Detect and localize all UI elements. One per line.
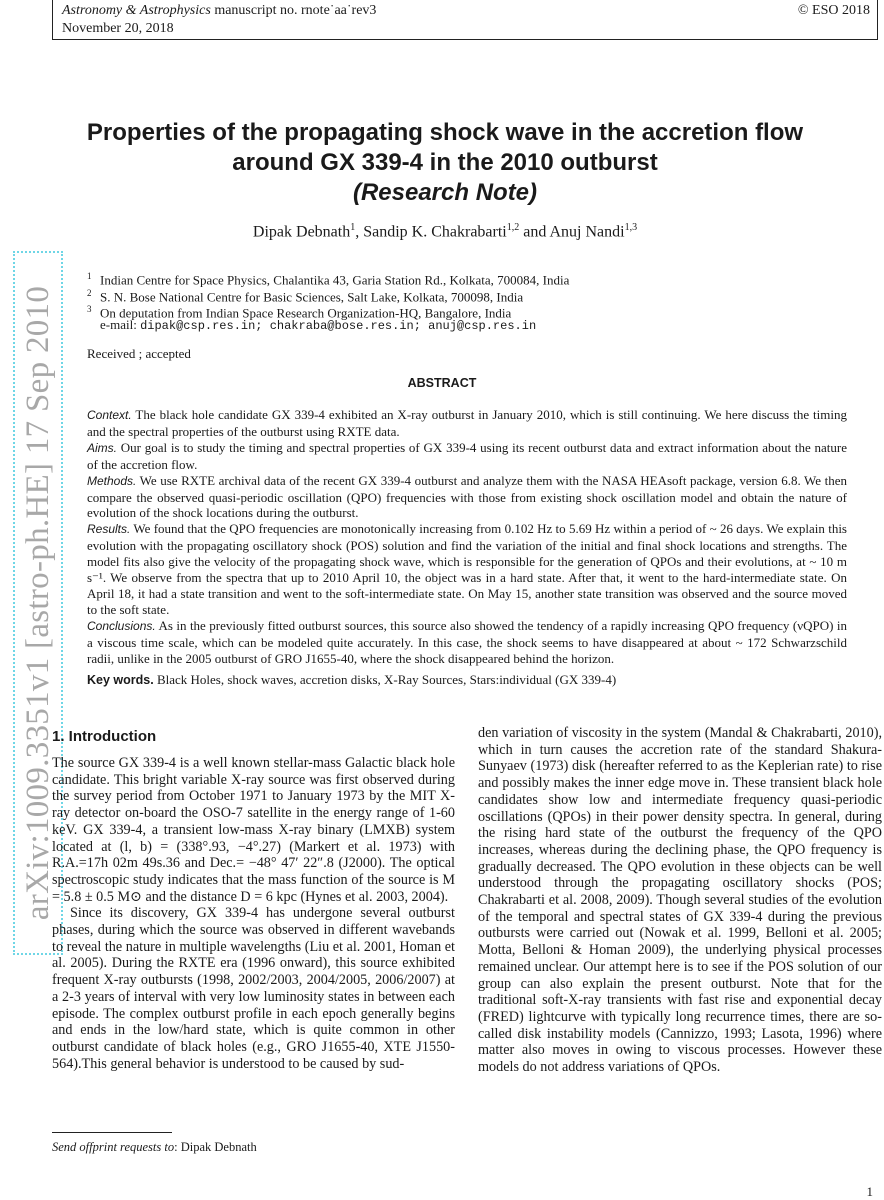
journal-line: Astronomy & Astrophysics manuscript no. rnote˙aa˙rev3: [62, 3, 377, 18]
paragraph: The source GX 339-4 is a well known stellar-mass Galactic black hole candidate. This bright variable X-ray source was first observed during the survey period from October 1971 to January 1973 by the MIT X-ray detector on-board the OSO-7 satellite in the energy range of 1-60 keV. GX 339-4, a transient low-mass X-ray binary (LMXB) system located at (l, b) = (338°.93, −4°.27) (Markert et al. 1973) with R.A.=17h 02m 49s.36 and Dec.= −48° 47′ 22″.8 (J2000). The optical spectroscopic study indicates that the mass function of the source is M = 5.8 ± 0.5 M⊙ and the distance D = 6 kpc (Hynes et al. 2003, 2004).: [52, 755, 455, 905]
affiliation: $^3$ On deputation from Indian Space Research Organization-HQ, Bangalore, India: [87, 304, 512, 321]
right-column: [478, 725, 882, 1076]
arxiv-stamp: arXiv:1009.3351v1 [astro-ph.HE] 17 Sep 2010: [15, 253, 61, 953]
paragraph: Since its discovery, GX 339-4 has undergone several outburst phases, during which the source was observed in different wavebands to reveal the nature in multiple wavelengths (Liu et al. 2001, Homan et al. 2005). During the RXTE era (1996 onward), this source exhibited frequent X-ray outbursts (1998, 2002/2003, 2004/2005, 2006/2007) at a 2-3 years of interval with very low luminosity states in between each episode. The complex outburst profile in each epoch generally begins and ends in the low/hard state, which is quite common in other outburst candidate of black holes (e.g., GRO J1655-40, XTE J1550-564).This general behavior is understood to be caused by sud-: [52, 905, 455, 1072]
abstract-heading: ABSTRACT: [407, 376, 477, 390]
author-list: Dipak Debnath$^1$, Sandip K. Chakrabarti$^{1,2}$ and Anuj Nandi$^{1,3}$: [252, 222, 638, 241]
affiliation: $^2$ S. N. Bose National Centre for Basic Sciences, Salt Lake, Kolkata, 700098, India: [87, 288, 524, 305]
affiliation: $^1$ Indian Centre for Space Physics, Chalantika 43, Garia Station Rd., Kolkata, 700084, India: [87, 271, 570, 288]
keywords: Key words. Black Holes, shock waves, accretion disks, X-Ray Sources, Stars:individual (GX 339-4): [87, 672, 617, 687]
author: Dipak Debnath: [252, 223, 351, 241]
page-number: 1: [866, 1184, 873, 1199]
paper-title: Properties of the propagating shock wave in the accretion flow around GX 339-4 in the 2010 outburst (Research Note): [86, 119, 804, 206]
manuscript-date: November 20, 2018: [62, 21, 174, 36]
left-column: [52, 755, 455, 1072]
footnote: Send offprint requests to: Dipak Debnath: [52, 1140, 257, 1154]
received-line: Received ; accepted: [87, 346, 191, 361]
paragraph: den variation of viscosity in the system (Mandal & Chakrabarti, 2010), which in turn causes the accretion rate of the standard Shakura-Sunyaev (1973) disk (hereafter referred to as the Keplerian rate) to rise and possibly makes the inner edge move in. These transient black hole candidates show low and intermediate frequency quasi-periodic oscillations (QPOs) in their power density spectra. In general, during the rising hard state of the outburst the frequency of the QPO increases, whereas during the declining phase, the QPO frequency is gradually decreased. The QPO evolution in these objects can be well understood through the propagating oscillatory shocks (POS; Chakrabarti et al. 2008, 2009). Though several studies of the evolution of the temporal and spectral states of GX 339-4 during the previous outbursts were carried out (Nowak et al. 1999, Belloni et al. 2005; Motta, Belloni & Homan 2009), the underlying physical processes remained unclear. Our attempt here is to see if the POS solution of our group can also explain the present outburst. Note that for the traditional soft-X-ray transients with fast rise and exponential decay (FRED) lightcurve with typically long recurrence times, there are so-called disk instability models (Cannizzo, 1993; Lasota, 1996) where matter also moves in owing to viscous processes. However these models do not address variations of QPOs.: [478, 725, 882, 1076]
author: Anuj Nandi: [549, 223, 625, 241]
email-addresses: dipak@csp.res.in; chakraba@bose.res.in; anuj@csp.res.in: [140, 319, 537, 333]
email-line: e-mail: dipak@csp.res.in; chakraba@bose.res.in; anuj@csp.res.in: [100, 317, 537, 333]
footnote-rule: [52, 1132, 172, 1133]
section-heading: 1. Introduction: [52, 728, 157, 745]
author: Sandip K. Chakrabarti: [363, 223, 507, 241]
abstract-body: Context. The black hole candidate GX 339-4 exhibited an X-ray outburst in January 2010, which is still continuing. We here discuss the timing and the spectral properties of the outburst using RXTE data. Aims. Our goal is to study the timing and spectral properties of GX 339-4 using its recent outburst data and extract information about the nature of the accretion flow. Methods. We use RXTE archival data of the recent GX 339-4 outburst and analyze them with the NASA HEAsoft package, version 6.8. We then compare the observed quasi-periodic oscillation (QPO) frequencies with those from existing shock oscillation model and obtain the nature of evolution of the shock locations during the outburst. Results. We found that the QPO frequencies are monotonically increasing from 0.102 Hz to 5.69 Hz within a period of ~ 26 days. We explain this evolution with the propagating oscillatory shock (POS) solution and find the variation of the initial and final shock locations and strengths. The model fits also give the velocity of the propagating shock wave, which is responsible for the generation of QPOs and their evolutions, at ~ 10 m s⁻¹. We observe from the spectra that up to 2010 April 10, the object was in a hard state. After that, it went to the hard-intermediate state. On April 18, it had a state transition and went to the soft-intermediate state. On May 15, another state transition was observed and the source moved to the soft state. Conclusions. As in the previously fitted outburst sources, this source also showed the tendency of a rapidly increasing QPO frequency (νQPO) in a viscous time scale, which can be modeled quite accurately. In this case, the shock seems to have disappeared at about ~ 172 Schwarzschild radii, unlike in the 2005 outburst of GRO J1655-40, where the shock disappeared behind the horizon.: [87, 407, 847, 666]
copyright: © ESO 2018: [797, 3, 870, 18]
